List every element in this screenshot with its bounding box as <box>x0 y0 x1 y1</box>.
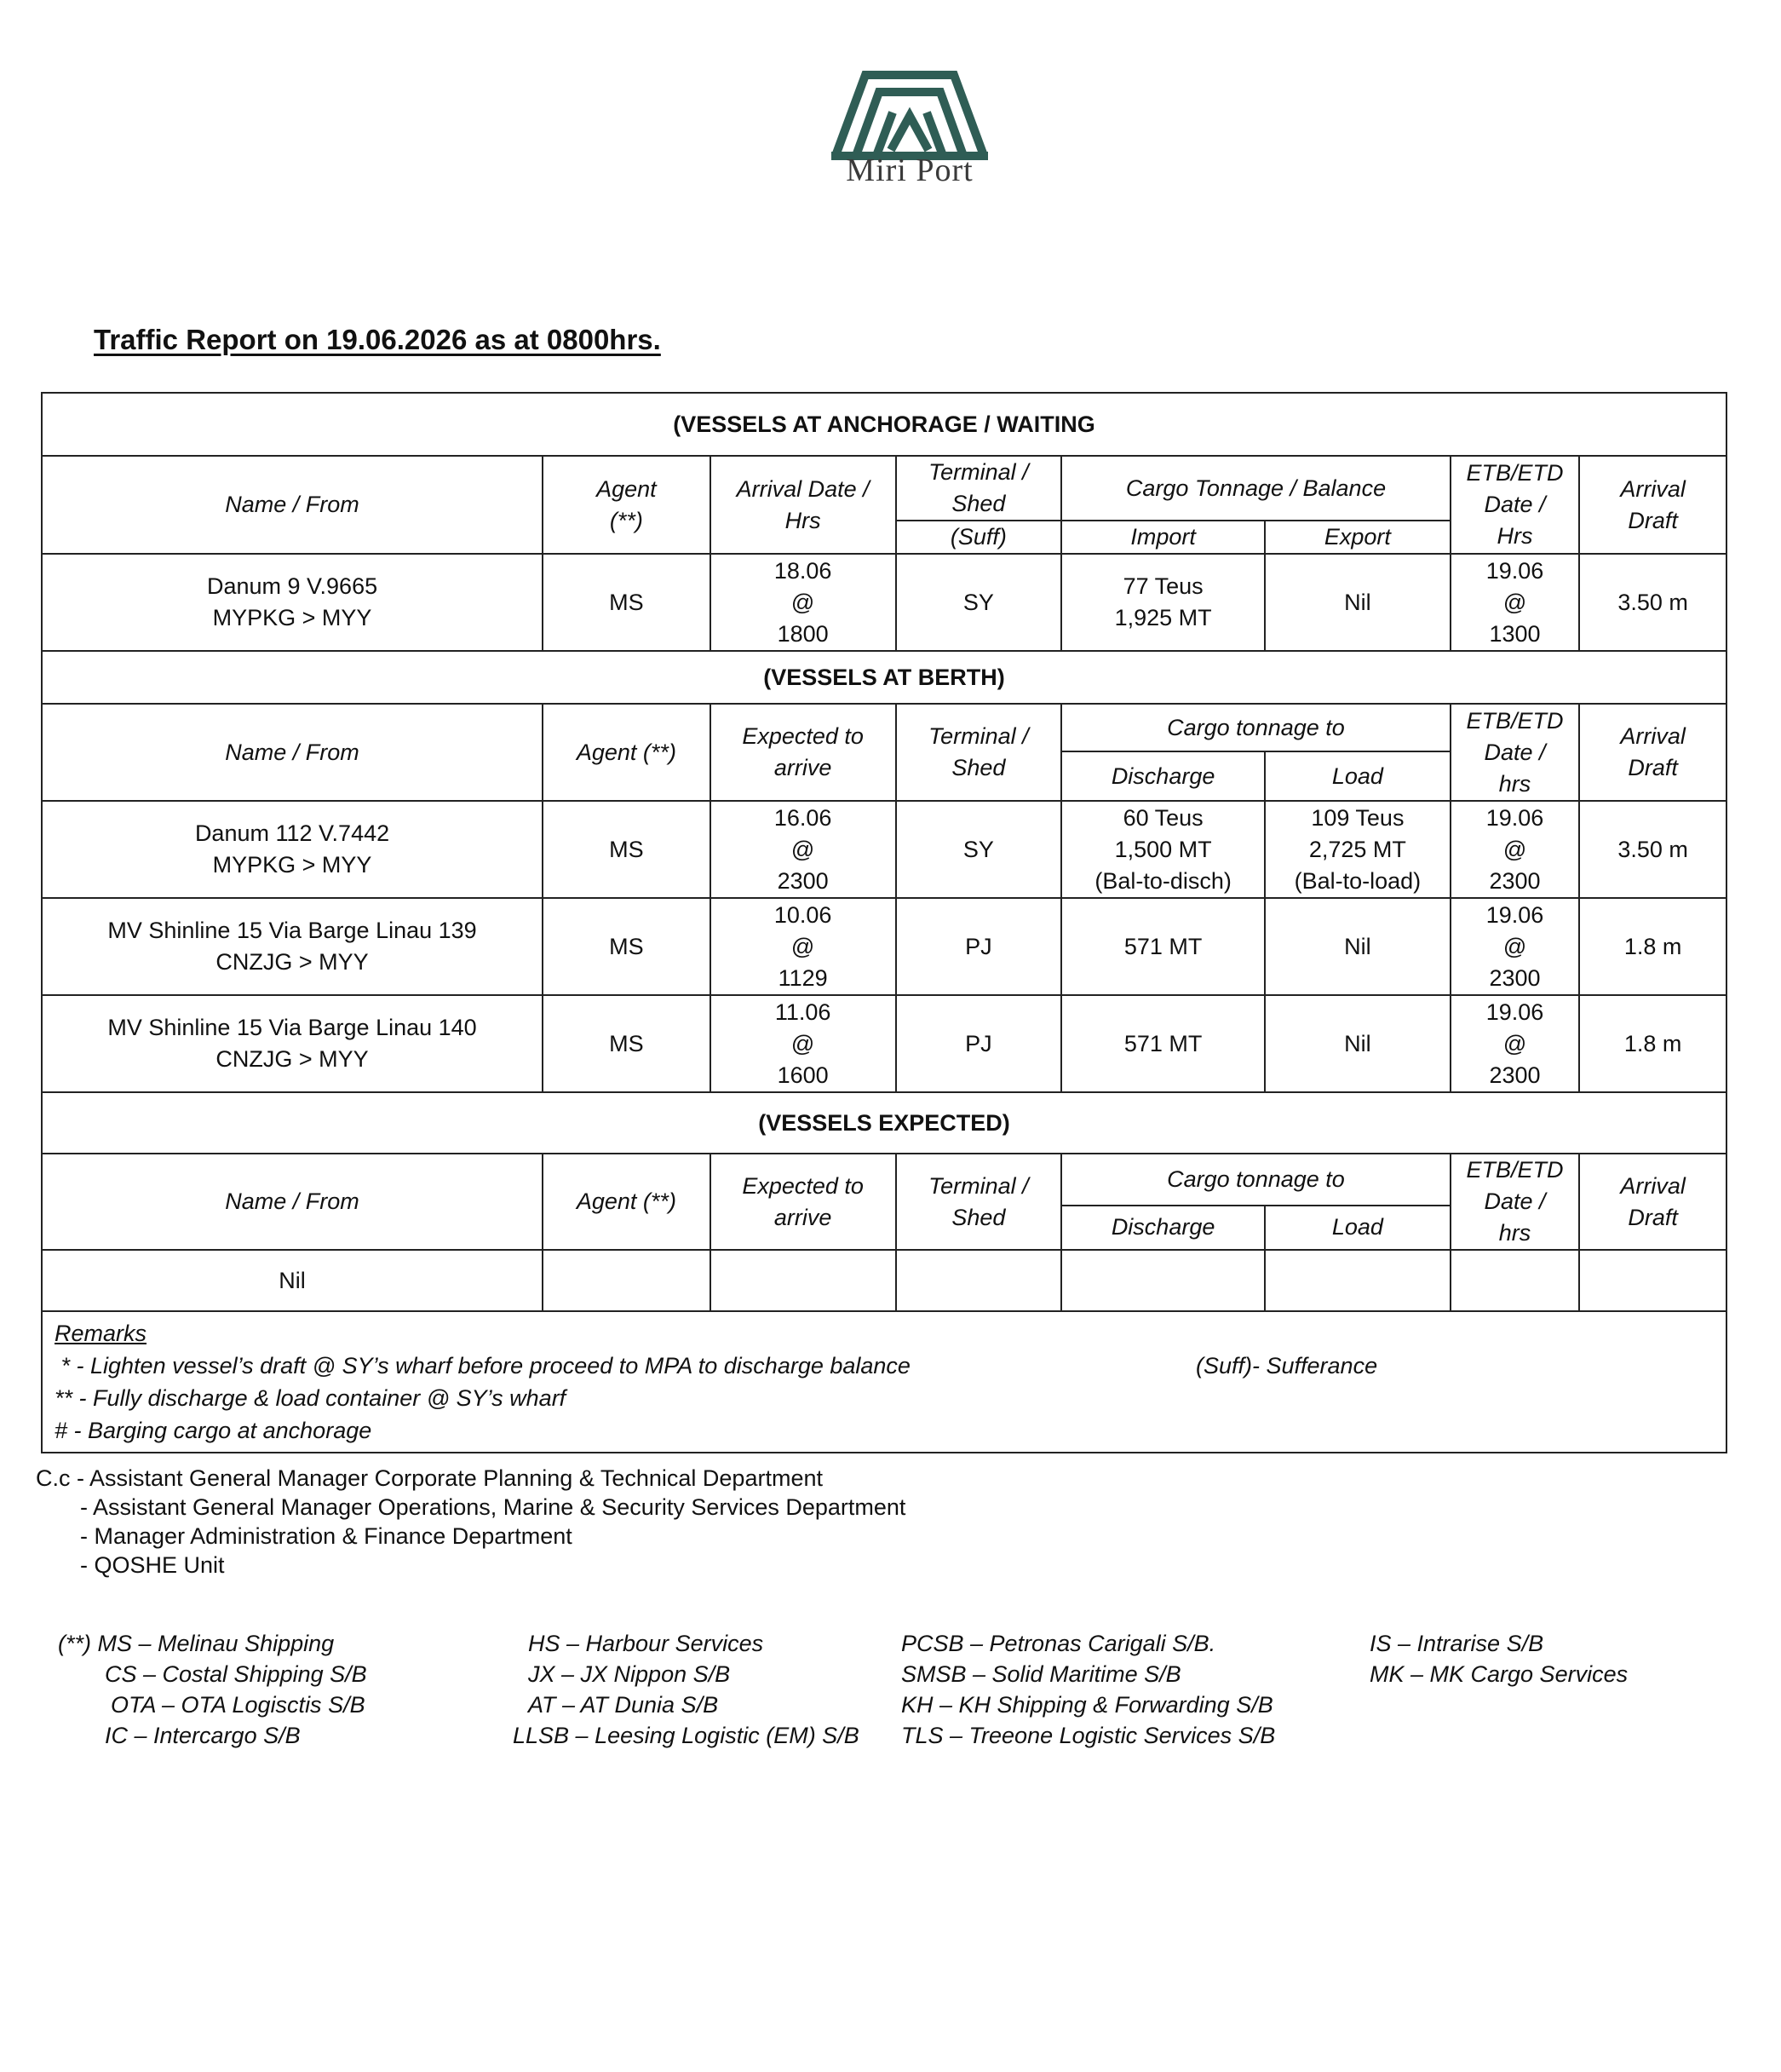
cell-empty <box>896 1250 1062 1311</box>
cc-line: - QOSHE Unit <box>80 1552 225 1578</box>
cell-draft: 1.8 m <box>1579 898 1726 995</box>
header-draft: Arrival Draft <box>1579 704 1726 801</box>
cell-etb: 19.06 @ 2300 <box>1451 898 1580 995</box>
cell-expected: 10.06 @ 1129 <box>710 898 896 995</box>
cell-draft: 1.8 m <box>1579 995 1726 1092</box>
header-cargo: Cargo tonnage to <box>1061 1154 1451 1206</box>
header-name: Name / From <box>42 1154 543 1250</box>
section-heading-berth: (VESSELS AT BERTH) <box>42 651 1726 704</box>
cc-line: C.c - Assistant General Manager Corporate Planning & Technical Department <box>36 1465 823 1491</box>
agent-entry: PCSB – Petronas Carigali S/B. <box>901 1631 1216 1656</box>
cell-draft: 3.50 m <box>1579 554 1726 651</box>
header-terminal: Terminal / Shed <box>896 456 1062 521</box>
cell-name: Nil <box>42 1250 543 1311</box>
cc-line: - Assistant General Manager Operations, Marine & Security Services Department <box>80 1494 906 1520</box>
header-export: Export <box>1265 521 1451 554</box>
cell-export: Nil <box>1265 554 1451 651</box>
header-etb: ETB/ETD Date / Hrs <box>1451 456 1580 554</box>
report-title: Traffic Report on 19.06.2026 as at 0800hrs. <box>94 324 661 355</box>
header-terminal: Terminal / Shed <box>896 704 1062 801</box>
cell-discharge: 571 MT <box>1061 995 1265 1092</box>
remark-line: ** - Fully discharge & load container @ SY’s wharf <box>55 1385 566 1411</box>
header-import: Import <box>1061 521 1265 554</box>
header-terminal-sub: (Suff) <box>896 521 1062 554</box>
header-agent: Agent (**) <box>543 704 710 801</box>
table-row <box>42 554 1726 651</box>
header-discharge: Discharge <box>1061 751 1265 801</box>
header-expected: Expected to arrive <box>710 704 896 801</box>
cell-empty <box>543 1250 710 1311</box>
header-etb: ETB/ETD Date / hrs <box>1451 704 1580 801</box>
agent-entry: (**) MS – Melinau Shipping <box>58 1631 335 1656</box>
header-agent: Agent (**) <box>543 1154 710 1250</box>
cell-name: Danum 9 V.9665 MYPKG > MYY <box>42 554 543 651</box>
cell-etb: 19.06 @ 2300 <box>1451 995 1580 1092</box>
section-heading-expected: (VESSELS EXPECTED) <box>42 1092 1726 1154</box>
cc-line: - Manager Administration & Finance Department <box>80 1523 572 1549</box>
header-cargo: Cargo Tonnage / Balance <box>1061 456 1451 521</box>
cell-terminal: SY <box>896 801 1062 898</box>
agent-column-1 <box>58 1628 367 1751</box>
cell-expected: 16.06 @ 2300 <box>710 801 896 898</box>
cell-empty <box>1061 1250 1265 1311</box>
cell-discharge: 60 Teus 1,500 MT (Bal-to-disch) <box>1061 801 1265 898</box>
agent-entry: IC – Intercargo S/B <box>105 1723 301 1748</box>
header-arrival: Arrival Date / Hrs <box>710 456 896 554</box>
table-row <box>42 801 1726 898</box>
section-heading-anchorage: (VESSELS AT ANCHORAGE / WAITING <box>42 393 1726 456</box>
cell-empty <box>1579 1250 1726 1311</box>
header-terminal: Terminal / Shed <box>896 1154 1062 1250</box>
header-draft: Arrival Draft <box>1579 1154 1726 1250</box>
agent-column-4 <box>1370 1628 1628 1689</box>
header-draft: Arrival Draft <box>1579 456 1726 554</box>
cell-name: Danum 112 V.7442 MYPKG > MYY <box>42 801 543 898</box>
cell-terminal: PJ <box>896 898 1062 995</box>
cell-agent: MS <box>543 898 710 995</box>
cell-import: 77 Teus 1,925 MT <box>1061 554 1265 651</box>
traffic-table <box>41 392 1727 1453</box>
agent-entry: JX – JX Nippon S/B <box>528 1661 731 1687</box>
logo-text: Miri Port <box>846 153 974 188</box>
cell-empty <box>1451 1250 1580 1311</box>
table-row <box>42 1250 1726 1311</box>
agent-column-2 <box>513 1628 859 1751</box>
cell-arrival: 18.06 @ 1800 <box>710 554 896 651</box>
cell-name: MV Shinline 15 Via Barge Linau 139 CNZJG > MYY <box>42 898 543 995</box>
agent-entry: MK – MK Cargo Services <box>1370 1661 1629 1687</box>
cell-empty <box>710 1250 896 1311</box>
agent-entry: AT – AT Dunia S/B <box>528 1692 719 1718</box>
suff-note: (Suff)- Sufferance <box>1196 1353 1378 1378</box>
cell-agent: MS <box>543 801 710 898</box>
header-load: Load <box>1265 1206 1451 1250</box>
agent-column-3 <box>901 1628 1275 1751</box>
cell-terminal: SY <box>896 554 1062 651</box>
cell-etb: 19.06 @ 1300 <box>1451 554 1580 651</box>
table-row <box>42 898 1726 995</box>
header-expected: Expected to arrive <box>710 1154 896 1250</box>
agent-entry: SMSB – Solid Maritime S/B <box>901 1661 1181 1687</box>
header-load: Load <box>1265 751 1451 801</box>
cell-load: Nil <box>1265 995 1451 1092</box>
cell-agent: MS <box>543 995 710 1092</box>
cell-expected: 11.06 @ 1600 <box>710 995 896 1092</box>
agent-entry: IS – Intrarise S/B <box>1370 1631 1544 1656</box>
remark-line: # - Barging cargo at anchorage <box>55 1418 372 1443</box>
cell-draft: 3.50 m <box>1579 801 1726 898</box>
cell-load: 109 Teus 2,725 MT (Bal-to-load) <box>1265 801 1451 898</box>
cell-etb: 19.06 @ 2300 <box>1451 801 1580 898</box>
agent-entry: LLSB – Leesing Logistic (EM) S/B <box>513 1723 859 1748</box>
cc-list <box>36 1464 905 1580</box>
agent-entry: HS – Harbour Services <box>528 1631 764 1656</box>
header-cargo: Cargo tonnage to <box>1061 704 1451 751</box>
cell-empty <box>1265 1250 1451 1311</box>
agent-entry: OTA – OTA Logisctis S/B <box>111 1692 365 1718</box>
header-name: Name / From <box>42 704 543 801</box>
header-agent: Agent (**) <box>543 456 710 554</box>
header-discharge: Discharge <box>1061 1206 1265 1250</box>
agent-entry: TLS – Treeone Logistic Services S/B <box>901 1723 1276 1748</box>
remarks-cell <box>42 1311 1726 1453</box>
cell-name: MV Shinline 15 Via Barge Linau 140 CNZJG > MYY <box>42 995 543 1092</box>
agent-entry: KH – KH Shipping & Forwarding S/B <box>901 1692 1273 1718</box>
header-name: Name / From <box>42 456 543 554</box>
agent-entry: CS – Costal Shipping S/B <box>105 1661 367 1687</box>
table-row <box>42 995 1726 1092</box>
remark-line: * - Lighten vessel’s draft @ SY’s wharf before proceed to MPA to discharge balance (Suff)- Sufferance <box>55 1350 1714 1382</box>
remarks-title: Remarks <box>55 1321 147 1346</box>
cell-terminal: PJ <box>896 995 1062 1092</box>
cell-agent: MS <box>543 554 710 651</box>
header-etb: ETB/ETD Date / hrs <box>1451 1154 1580 1250</box>
cell-load: Nil <box>1265 898 1451 995</box>
cell-discharge: 571 MT <box>1061 898 1265 995</box>
logo-mark-icon <box>831 68 988 162</box>
